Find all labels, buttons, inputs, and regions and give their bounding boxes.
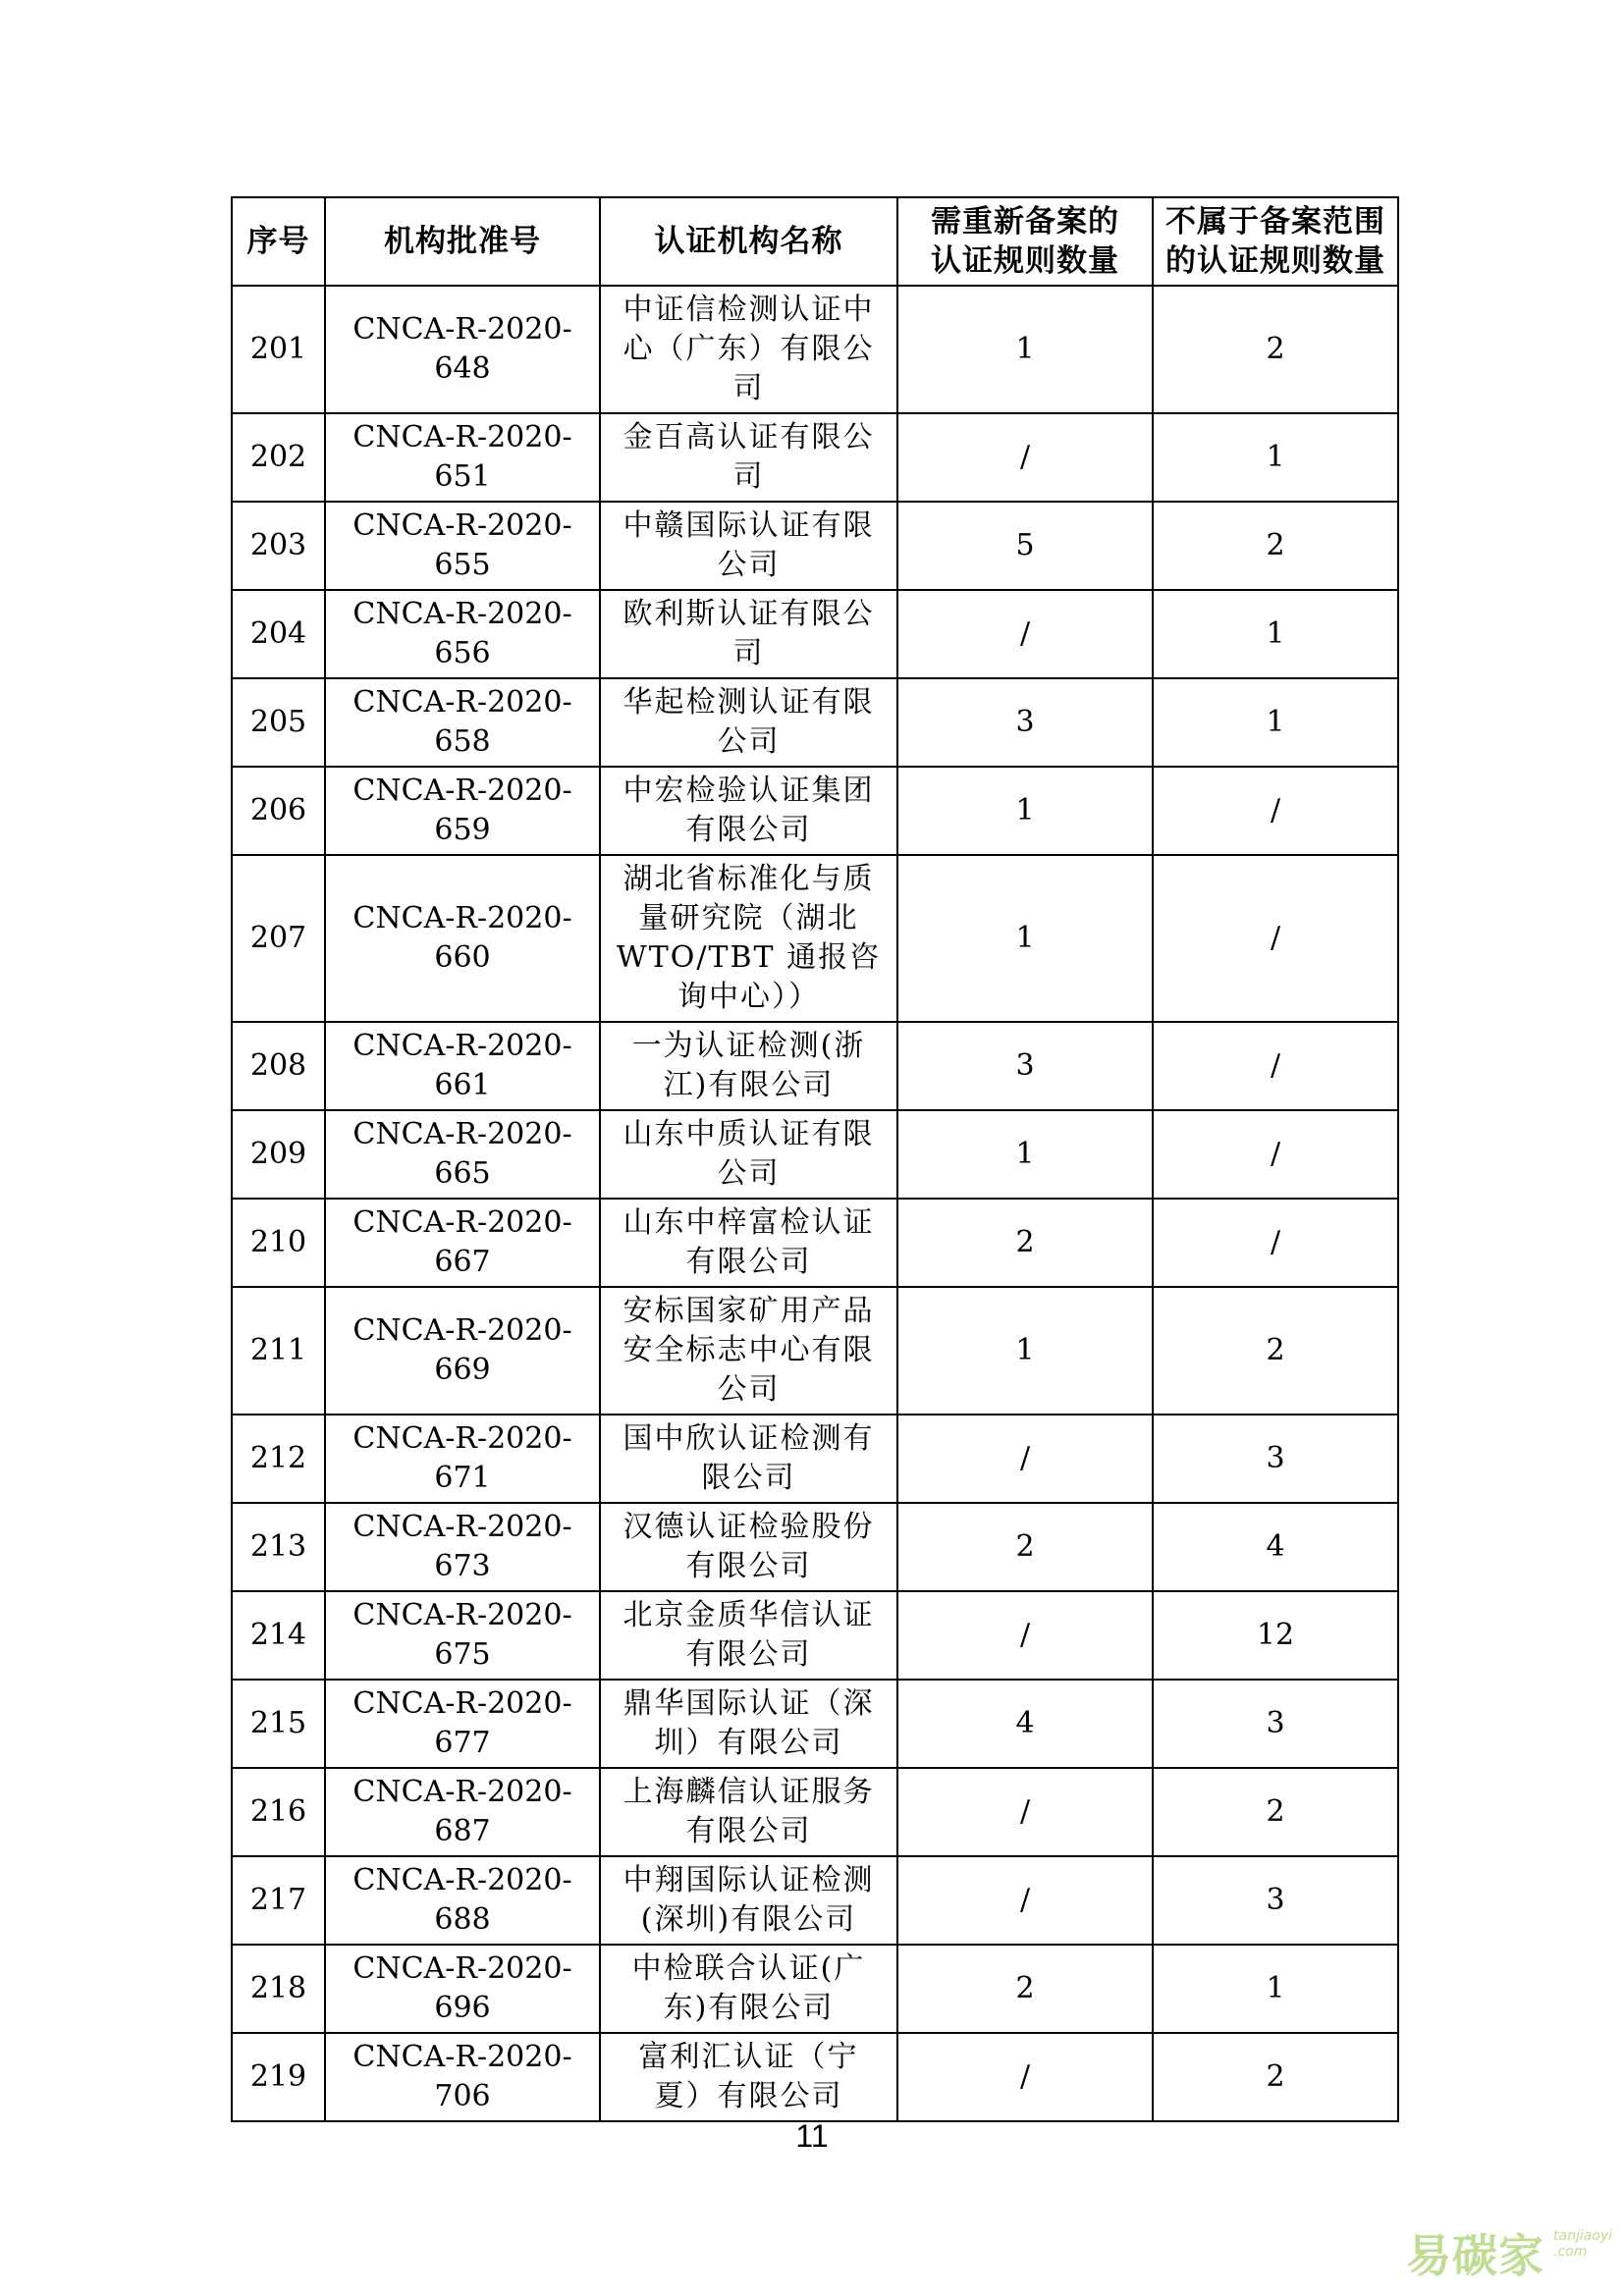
approval-number-cell xyxy=(325,286,600,413)
body-name-line: 公司 xyxy=(717,1372,781,1407)
approval-number-cell xyxy=(325,1287,600,1415)
body-name-cell xyxy=(600,1591,897,1680)
table-row xyxy=(232,1503,1398,1591)
approval-number-line: CNCA-R-2020- xyxy=(352,1421,572,1456)
refile-count-cell: 3 xyxy=(897,1022,1153,1110)
table-row xyxy=(232,855,1398,1022)
body-name-line: 国中欣认证检测有 xyxy=(623,1421,875,1456)
page-number: 11 xyxy=(795,2118,829,2154)
body-name-line: 北京金质华信认证 xyxy=(623,1598,875,1632)
header-out-of-scope-count xyxy=(1153,197,1398,286)
refile-count-cell: 5 xyxy=(897,502,1153,590)
approval-number-line: CNCA-R-2020- xyxy=(352,420,572,454)
body-name-cell xyxy=(600,2033,897,2121)
body-name-line: 公司 xyxy=(717,548,781,582)
seq-cell: 208 xyxy=(232,1022,325,1110)
out-of-scope-count-cell: 1 xyxy=(1153,678,1398,767)
watermark-text: 易碳家 xyxy=(1406,2229,1544,2282)
out-of-scope-count-cell: 3 xyxy=(1153,1680,1398,1768)
approval-number-line: 669 xyxy=(434,1353,491,1387)
approval-number-cell xyxy=(325,855,600,1022)
table-row xyxy=(232,1680,1398,1768)
approval-number-cell xyxy=(325,1945,600,2033)
header-row xyxy=(232,197,1398,286)
table-row xyxy=(232,1415,1398,1503)
table-row xyxy=(232,1856,1398,1945)
out-of-scope-count-cell: 3 xyxy=(1153,1856,1398,1945)
body-name-line: 有限公司 xyxy=(685,1245,812,1279)
approval-number-line: 661 xyxy=(434,1068,491,1102)
body-name-cell xyxy=(600,767,897,855)
body-name-cell xyxy=(600,1110,897,1199)
refile-count-cell: 1 xyxy=(897,767,1153,855)
approval-number-line: CNCA-R-2020- xyxy=(352,1598,572,1632)
body-name-line: 中翔国际认证检测 xyxy=(623,1863,875,1897)
body-name-line: 公司 xyxy=(717,1156,781,1191)
watermark-domain-line: tanjiaoyi xyxy=(1553,2228,1613,2244)
approval-number-line: 665 xyxy=(434,1156,491,1191)
seq-cell: 215 xyxy=(232,1680,325,1768)
body-name-cell xyxy=(600,1199,897,1287)
body-name-line: 东)有限公司 xyxy=(663,1991,835,2025)
approval-number-line: CNCA-R-2020- xyxy=(352,1510,572,1544)
out-of-scope-count-cell: / xyxy=(1153,1199,1398,1287)
refile-count-cell: 1 xyxy=(897,1110,1153,1199)
body-name-line: 中宏检验认证集团 xyxy=(623,774,875,808)
refile-count-cell: 4 xyxy=(897,1680,1153,1768)
table-row xyxy=(232,1591,1398,1680)
table-row xyxy=(232,413,1398,502)
seq-cell: 210 xyxy=(232,1199,325,1287)
body-name-line: 圳）有限公司 xyxy=(654,1726,843,1760)
header-refile-count xyxy=(897,197,1153,286)
approval-number-cell xyxy=(325,413,600,502)
body-name-line: WTO/TBT 通报咨 xyxy=(616,940,882,975)
approval-number-line: CNCA-R-2020- xyxy=(352,1205,572,1240)
approval-number-line: 648 xyxy=(434,351,491,386)
certification-body-table xyxy=(231,196,1399,2122)
refile-count-cell: 2 xyxy=(897,1199,1153,1287)
body-name-cell xyxy=(600,1287,897,1415)
approval-number-line: 655 xyxy=(434,548,491,582)
out-of-scope-count-cell: 2 xyxy=(1153,1287,1398,1415)
approval-number-cell xyxy=(325,1768,600,1856)
approval-number-line: CNCA-R-2020- xyxy=(352,597,572,631)
approval-number-line: CNCA-R-2020- xyxy=(352,1863,572,1897)
approval-number-line: 673 xyxy=(434,1549,491,1583)
approval-number-line: CNCA-R-2020- xyxy=(352,1029,572,1063)
approval-number-line: CNCA-R-2020- xyxy=(352,1117,572,1151)
body-name-line: 公司 xyxy=(717,724,781,759)
header-out-of-scope-line: 的认证规则数量 xyxy=(1165,243,1385,279)
approval-number-line: CNCA-R-2020- xyxy=(352,2040,572,2074)
body-name-line: 司 xyxy=(732,459,765,494)
out-of-scope-count-cell: 1 xyxy=(1153,1945,1398,2033)
approval-number-line: 660 xyxy=(434,940,491,975)
out-of-scope-count-cell: 12 xyxy=(1153,1591,1398,1680)
approval-number-line: 688 xyxy=(434,1902,491,1937)
seq-cell: 203 xyxy=(232,502,325,590)
body-name-cell xyxy=(600,1680,897,1768)
out-of-scope-count-cell: / xyxy=(1153,1110,1398,1199)
body-name-cell xyxy=(600,590,897,678)
approval-number-line: CNCA-R-2020- xyxy=(352,508,572,543)
approval-number-line: 675 xyxy=(434,1637,491,1672)
table-row xyxy=(232,678,1398,767)
body-name-line: 汉德认证检验股份 xyxy=(623,1510,875,1544)
body-name-line: 限公司 xyxy=(701,1461,796,1495)
body-name-cell xyxy=(600,1022,897,1110)
table-row xyxy=(232,767,1398,855)
approval-number-line: 667 xyxy=(434,1245,491,1279)
table-row xyxy=(232,286,1398,413)
body-name-cell xyxy=(600,1856,897,1945)
refile-count-cell: 3 xyxy=(897,678,1153,767)
approval-number-cell xyxy=(325,2033,600,2121)
approval-number-line: CNCA-R-2020- xyxy=(352,1313,572,1348)
out-of-scope-count-cell: 2 xyxy=(1153,2033,1398,2121)
table-row xyxy=(232,1022,1398,1110)
body-name-cell xyxy=(600,855,897,1022)
table-row xyxy=(232,502,1398,590)
refile-count-cell: 1 xyxy=(897,855,1153,1022)
watermark-domain xyxy=(1553,2228,1612,2260)
body-name-line: (深圳)有限公司 xyxy=(640,1902,857,1937)
body-name-cell xyxy=(600,1415,897,1503)
header-refile-line: 认证规则数量 xyxy=(931,243,1119,279)
seq-cell: 214 xyxy=(232,1591,325,1680)
seq-cell: 216 xyxy=(232,1768,325,1856)
approval-number-line: 651 xyxy=(434,459,491,494)
refile-count-cell: 1 xyxy=(897,1287,1153,1415)
body-name-line: 司 xyxy=(732,371,765,405)
table-row xyxy=(232,1287,1398,1415)
refile-count-cell: / xyxy=(897,1415,1153,1503)
out-of-scope-count-cell: 2 xyxy=(1153,286,1398,413)
out-of-scope-count-cell: 2 xyxy=(1153,1768,1398,1856)
approval-number-line: 677 xyxy=(434,1726,491,1760)
seq-cell: 207 xyxy=(232,855,325,1022)
approval-number-line: CNCA-R-2020- xyxy=(352,1951,572,1986)
refile-count-cell: / xyxy=(897,1768,1153,1856)
body-name-line: 鼎华国际认证（深 xyxy=(623,1686,875,1721)
out-of-scope-count-cell: 2 xyxy=(1153,502,1398,590)
body-name-line: 金百高认证有限公 xyxy=(623,420,875,454)
approval-number-cell xyxy=(325,1110,600,1199)
approval-number-line: 659 xyxy=(434,813,491,847)
body-name-line: 中检联合认证(广 xyxy=(631,1951,866,1986)
approval-number-cell xyxy=(325,502,600,590)
table-row xyxy=(232,1945,1398,2033)
approval-number-cell xyxy=(325,1022,600,1110)
seq-cell: 201 xyxy=(232,286,325,413)
approval-number-line: 656 xyxy=(434,636,491,670)
body-name-line: 上海麟信认证服务 xyxy=(623,1775,875,1809)
seq-cell: 213 xyxy=(232,1503,325,1591)
approval-number-cell xyxy=(325,590,600,678)
body-name-line: 富利汇认证（宁 xyxy=(638,2040,859,2074)
body-name-line: 山东中梓富检认证 xyxy=(623,1205,875,1240)
header-seq: 序号 xyxy=(232,197,325,286)
out-of-scope-count-cell: 1 xyxy=(1153,590,1398,678)
seq-cell: 212 xyxy=(232,1415,325,1503)
body-name-line: 湖北省标准化与质 xyxy=(623,862,875,896)
body-name-cell xyxy=(600,1503,897,1591)
site-watermark-logo xyxy=(1406,2220,1612,2283)
out-of-scope-count-cell: / xyxy=(1153,767,1398,855)
approval-number-line: 658 xyxy=(434,724,491,759)
body-name-line: 夏）有限公司 xyxy=(654,2079,843,2113)
seq-cell: 219 xyxy=(232,2033,325,2121)
approval-number-line: 671 xyxy=(434,1461,491,1495)
seq-cell: 209 xyxy=(232,1110,325,1199)
body-name-line: 华起检测认证有限 xyxy=(623,685,875,720)
table-row xyxy=(232,1199,1398,1287)
seq-cell: 211 xyxy=(232,1287,325,1415)
body-name-line: 江)有限公司 xyxy=(663,1068,835,1102)
table-row xyxy=(232,590,1398,678)
out-of-scope-count-cell: 3 xyxy=(1153,1415,1398,1503)
body-name-line: 有限公司 xyxy=(685,1549,812,1583)
approval-number-line: CNCA-R-2020- xyxy=(352,774,572,808)
approval-number-cell xyxy=(325,1680,600,1768)
approval-number-cell xyxy=(325,678,600,767)
body-name-line: 安全标志中心有限 xyxy=(623,1333,875,1367)
approval-number-line: CNCA-R-2020- xyxy=(352,312,572,347)
approval-number-line: 687 xyxy=(434,1814,491,1848)
seq-cell: 217 xyxy=(232,1856,325,1945)
approval-number-cell xyxy=(325,767,600,855)
approval-number-line: CNCA-R-2020- xyxy=(352,1775,572,1809)
body-name-line: 司 xyxy=(732,636,765,670)
table-row xyxy=(232,2033,1398,2121)
refile-count-cell: / xyxy=(897,1856,1153,1945)
seq-cell: 206 xyxy=(232,767,325,855)
header-refile-line: 需重新备案的 xyxy=(931,204,1119,240)
refile-count-cell: / xyxy=(897,590,1153,678)
refile-count-cell: 2 xyxy=(897,1945,1153,2033)
approval-number-line: CNCA-R-2020- xyxy=(352,1686,572,1721)
approval-number-line: 696 xyxy=(434,1991,491,2025)
body-name-cell xyxy=(600,502,897,590)
out-of-scope-count-cell: / xyxy=(1153,855,1398,1022)
header-out-of-scope-line: 不属于备案范围 xyxy=(1165,204,1385,240)
table-row xyxy=(232,1110,1398,1199)
refile-count-cell: 1 xyxy=(897,286,1153,413)
body-name-cell xyxy=(600,678,897,767)
approval-number-cell xyxy=(325,1199,600,1287)
seq-cell: 204 xyxy=(232,590,325,678)
approval-number-cell xyxy=(325,1591,600,1680)
body-name-cell xyxy=(600,413,897,502)
body-name-line: 心（广东）有限公 xyxy=(623,332,875,366)
refile-count-cell: / xyxy=(897,413,1153,502)
table-row xyxy=(232,1768,1398,1856)
approval-number-cell xyxy=(325,1503,600,1591)
body-name-line: 一为认证检测(浙 xyxy=(631,1029,866,1063)
approval-number-line: 706 xyxy=(434,2079,491,2113)
approval-number-line: CNCA-R-2020- xyxy=(352,685,572,720)
approval-number-cell xyxy=(325,1856,600,1945)
body-name-cell xyxy=(600,1945,897,2033)
body-name-cell xyxy=(600,1768,897,1856)
body-name-line: 安标国家矿用产品 xyxy=(623,1294,875,1328)
refile-count-cell: 2 xyxy=(897,1503,1153,1591)
body-name-line: 有限公司 xyxy=(685,1814,812,1848)
refile-count-cell: / xyxy=(897,2033,1153,2121)
body-name-line: 有限公司 xyxy=(685,1637,812,1672)
body-name-line: 量研究院（湖北 xyxy=(638,901,859,935)
approval-number-cell xyxy=(325,1415,600,1503)
body-name-line: 中赣国际认证有限 xyxy=(623,508,875,543)
body-name-line: 欧利斯认证有限公 xyxy=(623,597,875,631)
watermark-domain-line: .com xyxy=(1553,2244,1588,2260)
out-of-scope-count-cell: 4 xyxy=(1153,1503,1398,1591)
header-approval-number: 机构批准号 xyxy=(325,197,600,286)
body-name-line: 询中心）） xyxy=(677,980,820,1014)
body-name-cell xyxy=(600,286,897,413)
seq-cell: 205 xyxy=(232,678,325,767)
approval-number-line: CNCA-R-2020- xyxy=(352,901,572,935)
out-of-scope-count-cell: / xyxy=(1153,1022,1398,1110)
refile-count-cell: / xyxy=(897,1591,1153,1680)
body-name-line: 中证信检测认证中 xyxy=(623,293,875,327)
seq-cell: 218 xyxy=(232,1945,325,2033)
body-name-line: 有限公司 xyxy=(685,813,812,847)
body-name-line: 山东中质认证有限 xyxy=(623,1117,875,1151)
header-body-name: 认证机构名称 xyxy=(600,197,897,286)
seq-cell: 202 xyxy=(232,413,325,502)
out-of-scope-count-cell: 1 xyxy=(1153,413,1398,502)
